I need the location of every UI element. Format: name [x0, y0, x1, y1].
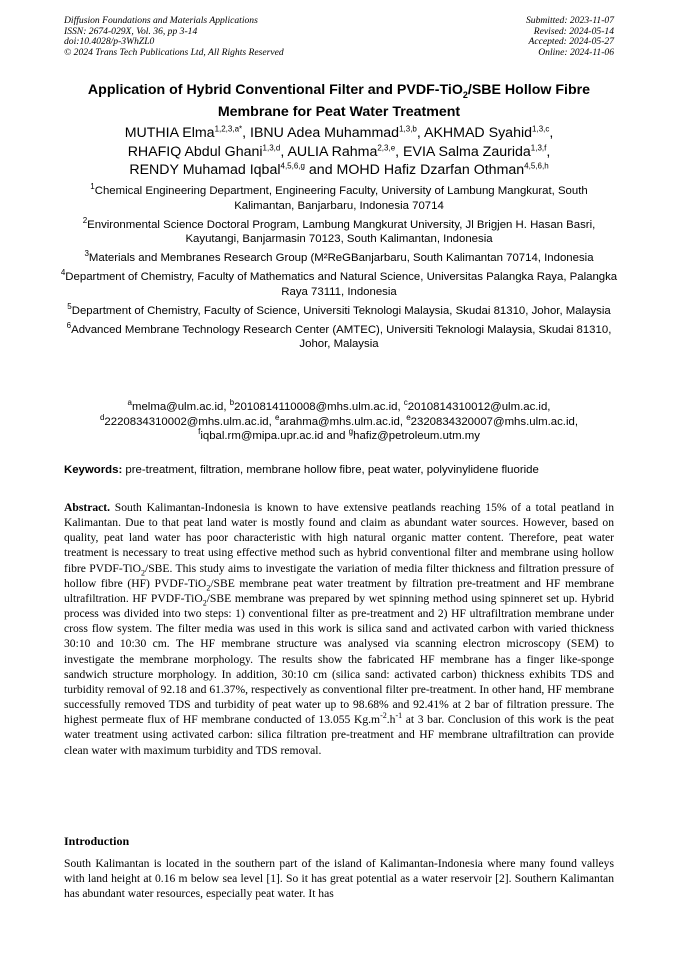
keywords [64, 463, 624, 477]
date-accepted: Accepted: 2024-05-27 [528, 36, 614, 48]
date-submitted: Submitted: 2023-11-07 [525, 15, 614, 26]
date-online: Online: 2024-11-06 [538, 46, 614, 58]
affiliation: $^6$Advanced Membrane Technology Research Center (AMTEC), Universiti Teknologi Malaysia, Skudai 81310, Johor, Malaysia [66, 320, 612, 351]
title-part-2: /SBE Hollow Fibre Membrane for Peat Water Treatment [217, 82, 591, 120]
affiliation: $^5$Department of Chemistry, Faculty of Science, Universiti Teknologi Malaysia, Skudai 81310, Johor, Malaysia [67, 301, 611, 317]
affiliation-list [60, 184, 618, 356]
author: MOHD Hafiz Dzarfan Othman$^{4,5,6,h}$ [336, 161, 549, 178]
affiliation: $^4$Department of Chemistry, Faculty of Mathematics and Natural Science, Universitas Palangka Raya, Palangka Raya 73111, Indonesia [60, 268, 618, 298]
email[interactable]: $^c$2010814310012@ulm.ac.id [403, 398, 548, 413]
author: IBNU Adea Muhammad$^{1,3,b}$, [250, 124, 424, 141]
email-list: $^a$melma@ulm.ac.id, $^b$2010814110008@mhs.ulm.ac.id, $^c$2010814310012@ulm.ac.id, $^d$2220834310002@mhs.ulm.ac.id, $^e$arahma@mhs.ulm.ac.id, $^e$2320834320007@mhs.ulm.ac.id, $^f$iqbal.rm@mipa.upr.ac.id and $^g$hafiz@petroleum.utm.my [99, 398, 579, 443]
abstract-label: Abstract. [64, 501, 111, 514]
title-subscript: 2 [462, 89, 468, 100]
keywords-label: Keywords: [64, 464, 123, 476]
email[interactable]: $^e$2320834320007@mhs.ulm.ac.id [406, 412, 575, 428]
article-dates [526, 16, 614, 58]
affiliation: $^2$Environmental Science Doctoral Program, Lambung Mangkurat University, Jl Brigjen H. Hasan Basri, Kayutangi, Banjarmasin 70123, South Kalimantan, Indonesia [82, 215, 596, 246]
copyright: © 2024 Trans Tech Publications Ltd, All Rights Reserved [64, 46, 284, 58]
introduction-paragraph: South Kalimantan is located in the southern part of the island of Kalimantan-Indonesia where many found valleys with land height at 0.16 m below sea level [1]. So it has great potential as a water reservoir [2]. Southern Kalimantan has abundant water resources, especially peat water. It has [64, 857, 614, 901]
author: RHAFIQ Abdul Ghani$^{1,3,d}$, [127, 142, 288, 160]
author: EVIA Salma Zaurida$^{1,3,f}$, [403, 142, 551, 160]
email[interactable]: $^d$2220834310002@mhs.ulm.ac.id [99, 412, 269, 428]
email[interactable]: $^f$iqbal.rm@mipa.upr.ac.id [198, 427, 324, 443]
affiliation: $^3$Materials and Membranes Research Group (M²ReGBanjarbaru, South Kalimantan 70714, Indonesia [84, 249, 594, 265]
author: MUTHIA Elma$^{1,2,3,a*}$, [124, 124, 251, 141]
date-revised: Revised: 2024-05-14 [533, 25, 614, 37]
email[interactable]: $^g$hafiz@petroleum.utm.my [348, 427, 480, 443]
keywords-text: pre-treatment, filtration, membrane hollow fibre, peat water, polyvinylidene fluoride [122, 464, 539, 476]
affiliation: $^1$Chemical Engineering Department, Engineering Faculty, University of Lambung Mangkurat, South Kalimantan, Banjarbaru, Indonesia 70714 [90, 182, 588, 212]
author: AULIA Rahma$^{2,3,e}$, [287, 142, 404, 160]
paper-title [60, 82, 618, 121]
issn-volume: ISSN: 2674-029X, Vol. 36, pp 3-14 [64, 25, 198, 37]
doi[interactable]: doi:10.4028/p-3WhZL0 [64, 36, 155, 48]
email[interactable]: $^b$2010814110008@mhs.ulm.ac.id [229, 398, 398, 413]
journal-info [64, 16, 284, 58]
author: AKHMAD Syahid$^{1,3,c}$, [423, 124, 554, 141]
email[interactable]: $^e$arahma@mhs.ulm.ac.id [274, 412, 400, 428]
author-list [58, 124, 620, 180]
section-heading-introduction: Introduction [64, 834, 130, 848]
abstract: Abstract. South Kalimantan-Indonesia is known to have extensive peatlands reaching 15% of a total peatland in Kalimantan. Due to that peat land water is mostly found and claim as abundant water sources. However, based on quality, peat land water has poor characteristic with high natural organic matter content. Therefore, peat water treatment is necessary to treat using effective method such as hybrid conventional filter and membrane using hollow fibre PVDF-TiO$_2$/SBE. This study aims to investigate the variation of media filter thickness and filtration pressure of hollow fibre (HF) PVDF-TiO$_2$/SBE membrane peat water treatment by filtration pre-treatment and HF membrane ultrafiltration. HF PVDF-TiO$_2$/SBE membrane was prepared by wet spinning method using spinneret set up. Hybrid process was divided into two steps: 1) conventional filter as pre-treatment and 2) HF ultrafiltration membrane under cross flow system. The filter media was used in this work is silica sand and activated carbon with varied thickness 30:10 and 10:30 cm. The HF membrane structure was analysed via scanning electron microscopy (SEM) to investigate the membrane morphology. The results show the fabricated HF membrane has a finger like-sponge sandwich structure morphology. In addition, 30:10 cm (silica sand: activated carbon) thickness exhibits TDS and turbidity removal of 92.18 and 61.37%, respectively as conventional filter pre-treatment. In other hand, HF membrane successfully removed TDS and turbidity of peat water up to 98.68% and 92.41% at 2 bar of filtration pressure. The highest permeate flux of HF membrane conducted of 13.055 $Kg.m^{-2}.h^{-1}$ at 3 bar. Conclusion of this work is the peat water treatment using activated carbon: silica filtration pre-treatment and HF membrane ultrafiltration can provide clean water with maximum turbidity and TDS removal. [64, 501, 614, 757]
title-part-1: Application of Hybrid Conventional Filter and PVDF-TiO [87, 82, 463, 98]
journal-name: Diffusion Foundations and Materials Applications [64, 15, 258, 26]
author: RENDY Muhamad Iqbal$^{4,5,6,g}$ and [129, 161, 337, 178]
email[interactable]: $^a$melma@ulm.ac.id [127, 398, 224, 413]
